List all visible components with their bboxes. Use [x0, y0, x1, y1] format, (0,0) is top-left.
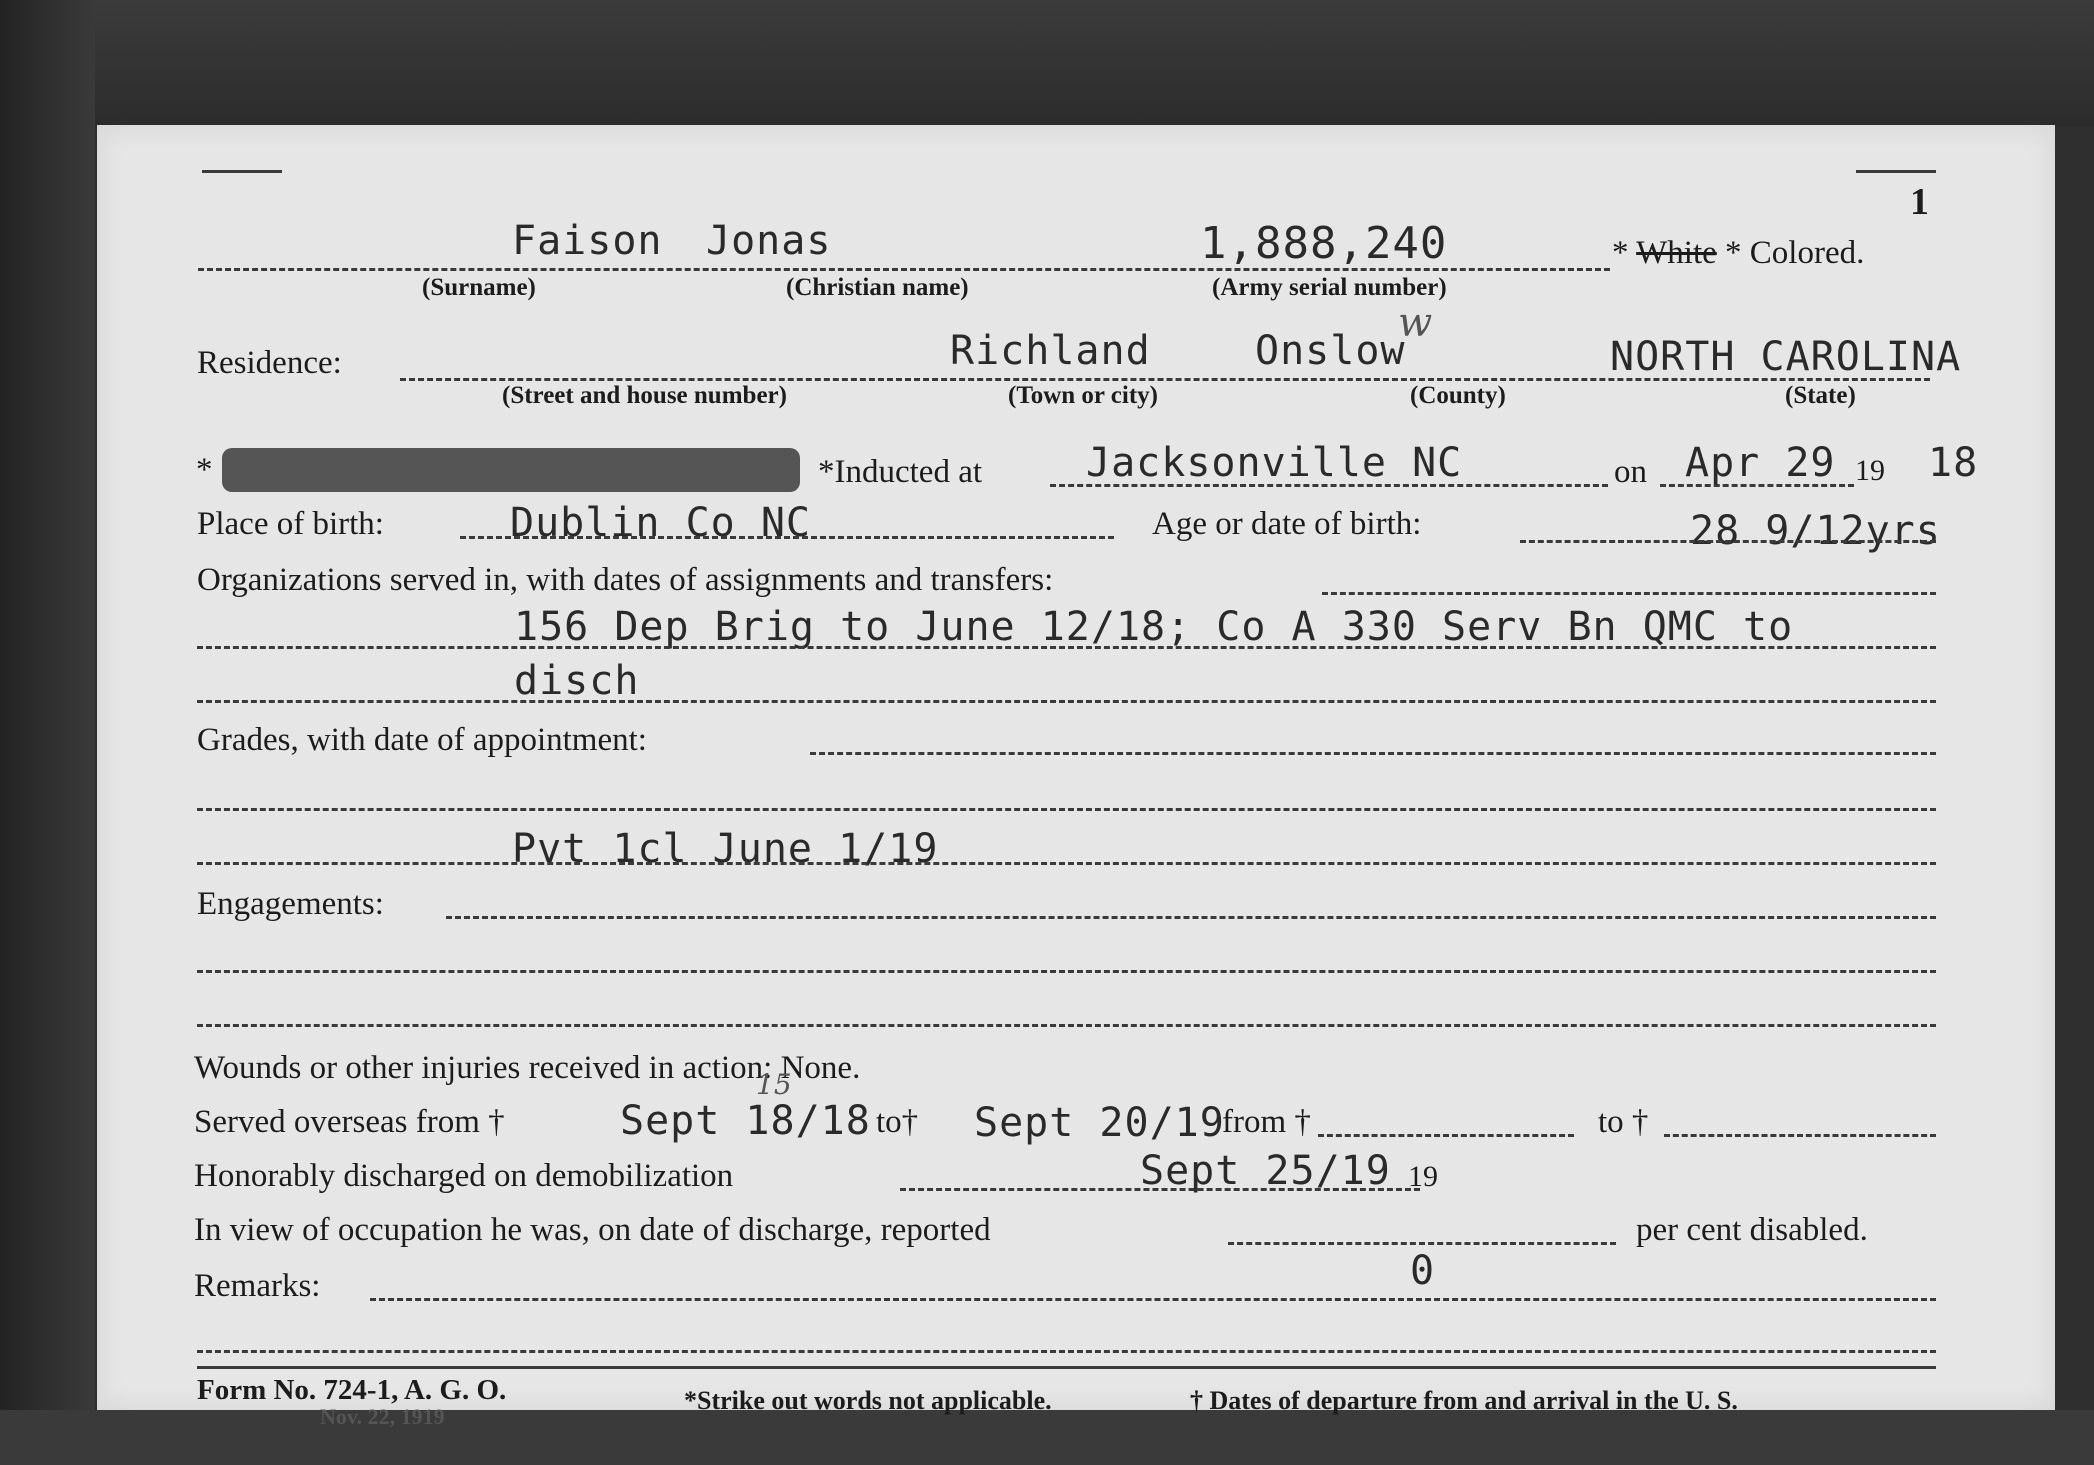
discharge-year-suffix: 19: [1408, 1160, 1438, 1193]
grades-rule-1: [197, 808, 1936, 811]
wounds-label-text: Wounds or other injuries received in action:: [194, 1050, 773, 1086]
engagements-rule-1: [197, 970, 1936, 973]
inducted-on-label: on: [1614, 454, 1647, 490]
wounds-value: None.: [780, 1050, 861, 1086]
header-rule-left: [202, 170, 282, 173]
caption-town: (Town or city): [1008, 382, 1158, 409]
caption-surname: (Surname): [422, 274, 536, 301]
birth-place-value: Dublin Co NC: [510, 500, 811, 546]
overseas-to-1-label: to†: [876, 1104, 919, 1140]
remarks-label: Remarks:: [194, 1268, 321, 1304]
residence-state-value: NORTH CAROLINA: [1610, 334, 1962, 380]
overseas-to-2-rule: [1664, 1134, 1936, 1137]
scan-background-top: [0, 0, 2094, 125]
residence-town-value: Richland: [950, 328, 1151, 374]
age-rule: [1520, 540, 1936, 543]
overseas-from-1-correction: 15: [756, 1068, 792, 1101]
caption-county: (County): [1410, 382, 1506, 409]
footer-note-strike-out: *Strike out words not applicable.: [684, 1386, 1052, 1415]
inducted-place-value: Jacksonville NC: [1086, 440, 1463, 486]
footer-separator: [197, 1366, 1936, 1369]
caption-christian-name: (Christian name): [786, 274, 969, 301]
card-number: 1: [1910, 181, 1929, 223]
redacted-enlistment-options: [222, 448, 800, 492]
inducted-date-rule: [1660, 484, 1854, 487]
organizations-line-2: disch: [514, 658, 640, 704]
overseas-from-2-label: from †: [1222, 1104, 1311, 1140]
remarks-rule-0: [370, 1298, 1936, 1301]
race-prefix: *: [1612, 235, 1637, 271]
name-line-rule: [198, 268, 1610, 271]
birth-place-label: Place of birth:: [197, 506, 384, 542]
race-white-struck: White: [1636, 235, 1717, 271]
enlisted-star: *: [196, 452, 213, 488]
form-number: Form No. 724-1, A. G. O.: [197, 1374, 507, 1406]
grades-label: Grades, with date of appointment:: [197, 722, 647, 758]
organizations-rule-1: [197, 646, 1936, 649]
overseas-label: Served overseas from †: [194, 1104, 505, 1140]
overseas-from-1-value: Sept 18/18: [620, 1098, 871, 1144]
disability-suffix: per cent disabled.: [1636, 1212, 1868, 1248]
scan-background-bottom: [0, 1410, 2094, 1465]
surname-value: Faison: [512, 218, 663, 264]
disability-rule: [1228, 1242, 1616, 1245]
footer-note-dates: † Dates of departure from and arrival in the U. S.: [1190, 1386, 1738, 1415]
discharge-label: Honorably discharged on demobilization: [194, 1158, 734, 1194]
engagements-label: Engagements:: [197, 886, 384, 922]
grades-rule-2: [197, 862, 1936, 865]
remarks-rule-1: [197, 1350, 1936, 1353]
residence-label: Residence:: [197, 345, 342, 381]
disability-label: In view of occupation he was, on date of discharge, reported: [194, 1212, 991, 1248]
birth-place-rule: [460, 536, 1114, 539]
race-colored: * Colored.: [1716, 235, 1865, 271]
organizations-line-1: 156 Dep Brig to June 12/18; Co A 330 Serv Bn QMC to: [514, 604, 1794, 650]
scan-background-left: [0, 0, 95, 1465]
inducted-year-value: 18: [1928, 440, 1979, 486]
caption-street: (Street and house number): [502, 382, 787, 409]
disability-value: 0: [1410, 1248, 1436, 1294]
residence-county-value: Onslow: [1255, 328, 1406, 374]
overseas-from-2-rule: [1318, 1134, 1574, 1137]
inducted-place-rule: [1050, 484, 1608, 487]
inducted-label: *Inducted at: [818, 454, 983, 490]
race-options: [1612, 235, 1864, 272]
discharge-date-value: Sept 25/19: [1140, 1148, 1391, 1194]
county-handwritten-correction: w: [1398, 300, 1433, 346]
age-value: 28 9/12yrs: [1690, 508, 1941, 554]
inducted-year-prefix: 19: [1855, 454, 1885, 487]
overseas-to-1-value: Sept 20/19: [974, 1100, 1225, 1146]
serial-number-value: 1,888,240: [1200, 218, 1448, 269]
caption-state: (State): [1785, 382, 1856, 409]
engagements-rule-2: [197, 1024, 1936, 1027]
caption-serial-number: (Army serial number): [1212, 274, 1447, 301]
organizations-label: Organizations served in, with dates of assignments and transfers:: [197, 562, 1054, 598]
organizations-rule-2: [197, 700, 1936, 703]
overseas-to-2-label: to †: [1598, 1104, 1649, 1140]
grades-rule-0: [810, 752, 1936, 755]
header-rule-right: [1856, 170, 1936, 173]
form-date: Nov. 22, 1919: [320, 1404, 445, 1429]
organizations-rule-0: [1322, 592, 1936, 595]
grades-entry: Pvt 1cl June 1/19: [512, 826, 939, 872]
engagements-rule-0: [446, 916, 1936, 919]
age-label: Age or date of birth:: [1152, 506, 1422, 542]
inducted-date-value: Apr 29: [1685, 440, 1836, 486]
christian-name-value: Jonas: [706, 218, 832, 264]
